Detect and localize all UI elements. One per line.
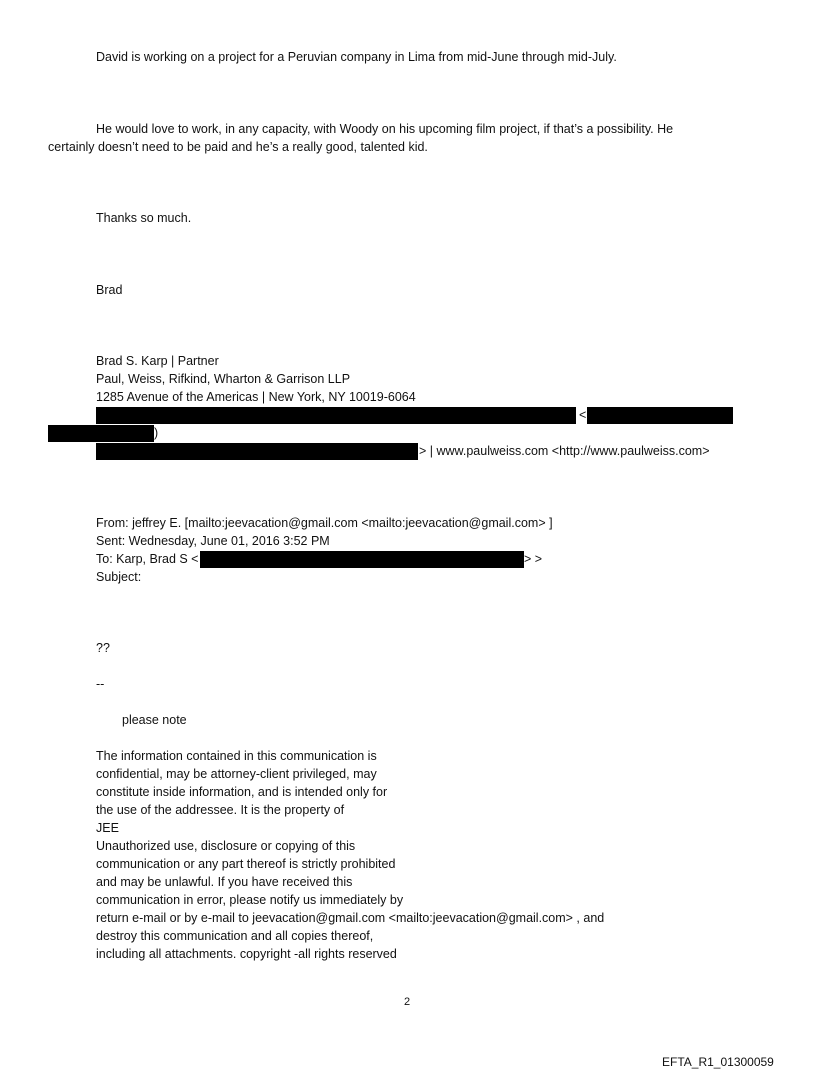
disclaimer-line: communication in error, please notify us immediately by xyxy=(96,893,404,907)
disclaimer-line: The information contained in this communication is xyxy=(96,749,377,763)
email-from: From: jeffrey E. [mailto:jeevacation@gmail.com <mailto:jeevacation@gmail.com> ] xyxy=(96,516,553,530)
message-body: ?? xyxy=(96,641,110,655)
angle-bracket-open: < xyxy=(579,408,587,422)
redaction-bar xyxy=(96,407,576,424)
disclaimer-line: confidential, may be attorney-client privileged, may xyxy=(96,767,377,781)
signoff-name: Brad xyxy=(96,283,123,297)
disclaimer-line: the use of the addressee. It is the property of xyxy=(96,803,345,817)
thanks-line: Thanks so much. xyxy=(96,211,192,225)
disclaimer-line: communication or any part thereof is strictly prohibited xyxy=(96,857,396,871)
body-paragraph-2-line-1: He would love to work, in any capacity, with Woody on his upcoming film project, if that’s a possibility. He xyxy=(96,122,674,136)
body-paragraph-2-line-2: certainly doesn’t need to be paid and he’s a really good, talented kid. xyxy=(48,140,428,154)
disclaimer-line: including all attachments. copyright -all rights reserved xyxy=(96,947,397,961)
disclaimer-line: and may be unlawful. If you have received this xyxy=(96,875,353,889)
redaction-bar xyxy=(587,407,733,424)
signature-address: 1285 Avenue of the Americas | New York, NY 10019-6064 xyxy=(96,390,416,404)
redaction-bar xyxy=(96,443,418,460)
disclaimer-line: constitute inside information, and is intended only for xyxy=(96,785,388,799)
redaction-bar xyxy=(200,551,524,568)
email-sent: Sent: Wednesday, June 01, 2016 3:52 PM xyxy=(96,534,330,548)
email-to-prefix: To: Karp, Brad S < xyxy=(96,552,199,566)
disclaimer-line: Unauthorized use, disclosure or copying of this xyxy=(96,839,356,853)
signature-firm: Paul, Weiss, Rifkind, Wharton & Garrison LLP xyxy=(96,372,351,386)
page-number: 2 xyxy=(404,996,411,1008)
signature-name-title: Brad S. Karp | Partner xyxy=(96,354,219,368)
email-to-suffix: > > xyxy=(524,552,543,566)
disclaimer-line: destroy this communication and all copies thereof, xyxy=(96,929,374,943)
paren-close: ) xyxy=(154,426,159,440)
disclaimer-line: JEE xyxy=(96,821,119,835)
please-note: please note xyxy=(122,713,187,727)
document-id: EFTA_R1_01300059 xyxy=(662,1055,774,1069)
message-separator: -- xyxy=(96,677,105,691)
redaction-bar xyxy=(48,425,154,442)
body-paragraph-1: David is working on a project for a Peruvian company in Lima from mid-June through mid-July. xyxy=(96,50,617,64)
email-subject: Subject: xyxy=(96,570,142,584)
disclaimer-line: return e-mail or by e-mail to jeevacation@gmail.com <mailto:jeevacation@gmail.com> , and xyxy=(96,911,605,925)
website-line: > | www.paulweiss.com <http://www.paulweiss.com> xyxy=(419,444,710,458)
